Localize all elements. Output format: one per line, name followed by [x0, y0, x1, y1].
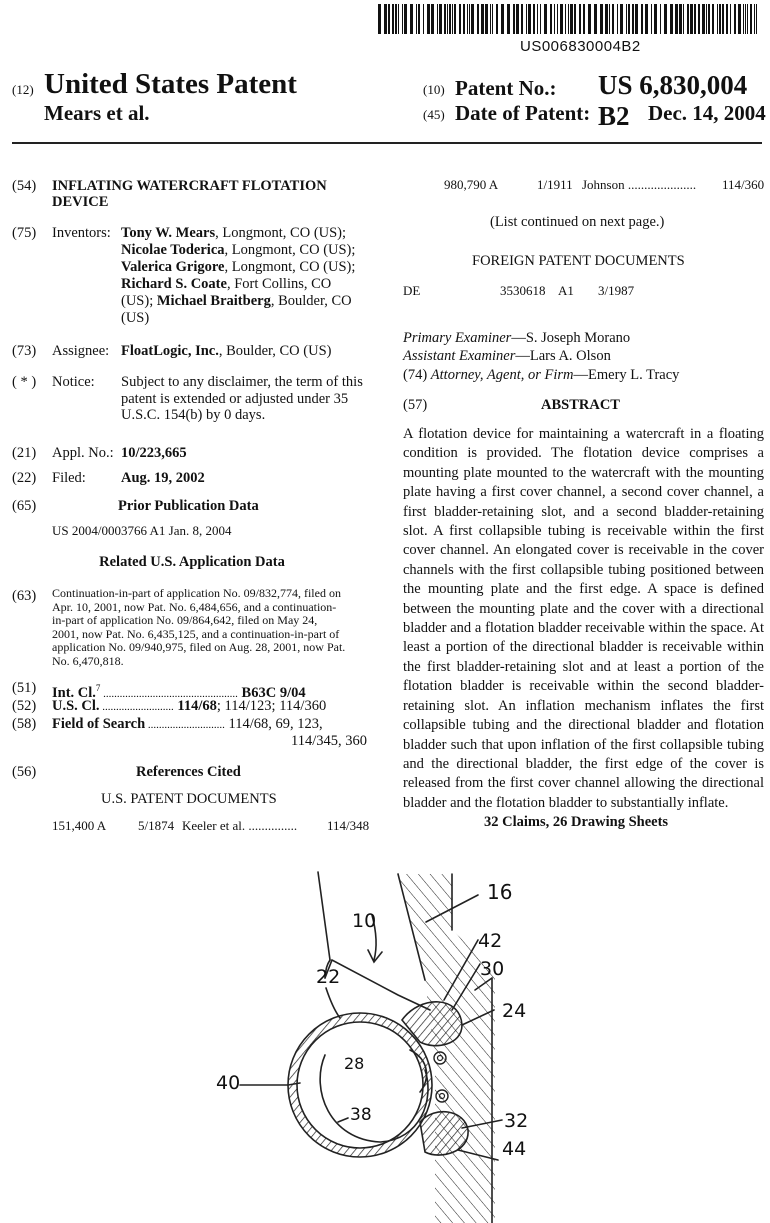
- notice-label: Notice:: [52, 374, 95, 390]
- primary-examiner: Primary Examiner—S. Joseph Morano: [403, 330, 631, 346]
- code-21: (21): [12, 445, 37, 461]
- barcode-bar: [754, 4, 755, 34]
- foreign-heading: FOREIGN PATENT DOCUMENTS: [472, 253, 685, 269]
- barcode-bar: [617, 4, 618, 34]
- inventor-line-6: (US): [121, 310, 150, 326]
- foreign-number: 3530618: [500, 283, 546, 298]
- barcode-bar: [526, 4, 527, 34]
- code-12: (12): [12, 82, 34, 97]
- barcode-bar: [469, 4, 470, 34]
- int-cl: Int. Cl.$^7$ ................................................. B63C 9/04: [52, 683, 306, 701]
- barcode-bar: [719, 4, 721, 34]
- inventors-label: Inventors:: [52, 225, 111, 241]
- barcode-bar: [395, 4, 397, 34]
- prior-publication-heading: Prior Publication Data: [118, 498, 259, 514]
- barcode-bar: [560, 4, 563, 34]
- barcode-bar: [574, 4, 576, 34]
- barcode-bar: [481, 4, 484, 34]
- barcode-bar: [554, 4, 555, 34]
- barcode-bar: [654, 4, 657, 34]
- barcode-bar: [521, 4, 523, 34]
- label-28: 28: [344, 1054, 365, 1073]
- header-rule: [12, 142, 762, 144]
- barcode-bar: [537, 4, 538, 34]
- references-heading: References Cited: [136, 764, 241, 780]
- barcode-bar: [756, 4, 757, 34]
- barcode-bar: [492, 4, 493, 34]
- code-56: (56): [12, 764, 37, 780]
- barcode-bar: [533, 4, 535, 34]
- barcode-bar: [734, 4, 736, 34]
- us-patent-documents-heading: U.S. PATENT DOCUMENTS: [101, 791, 277, 807]
- barcode-bar: [594, 4, 597, 34]
- barcode-bar: [404, 4, 407, 34]
- reference-date-2: 1/1911: [537, 177, 573, 192]
- label-22: 22: [316, 966, 341, 988]
- barcode-bar: [557, 4, 558, 34]
- barcode-bar: [683, 4, 684, 34]
- notice-line-3: U.S.C. 154(b) by 0 days.: [121, 407, 266, 423]
- barcode-bar: [641, 4, 643, 34]
- barcode-bar: [738, 4, 741, 34]
- label-42: 42: [478, 930, 503, 952]
- barcode-bar: [439, 4, 442, 34]
- barcode-bar: [687, 4, 689, 34]
- code-58: (58): [12, 716, 37, 732]
- barcode-bar: [609, 4, 610, 34]
- barcode-bar: [513, 4, 515, 34]
- barcode-bar: [568, 4, 569, 34]
- label-44: 44: [502, 1138, 527, 1160]
- barcode-bar: [726, 4, 728, 34]
- appl-no-label: Appl. No.:: [52, 445, 114, 461]
- barcode-bar: [712, 4, 714, 34]
- notice-line-2: patent is extended or adjusted under 35: [121, 391, 349, 407]
- barcode-bar: [679, 4, 682, 34]
- barcode-bar: [632, 4, 634, 34]
- barcode-bar: [743, 4, 744, 34]
- barcode-bar: [675, 4, 678, 34]
- reference-date: 5/1874: [138, 818, 175, 833]
- filed-date: Aug. 19, 2002: [121, 470, 205, 486]
- date-of-patent-label: Date of Patent:: [455, 101, 591, 125]
- field-of-search-line-2: 114/345, 360: [291, 733, 367, 749]
- barcode-bar: [694, 4, 696, 34]
- inventor-short: Mears et al.: [44, 101, 150, 125]
- barcode-bar: [717, 4, 718, 34]
- appl-no: 10/223,665: [121, 445, 187, 461]
- barcode-bar: [423, 4, 424, 34]
- label-38: 38: [350, 1105, 372, 1125]
- label-32: 32: [504, 1110, 529, 1132]
- barcode-bar: [698, 4, 700, 34]
- code-45: (45): [423, 107, 445, 122]
- assignee-label: Assignee:: [52, 343, 110, 359]
- inventor-line-1: Tony W. Mears, Longmont, CO (US);: [121, 225, 347, 241]
- barcode-bar: [378, 4, 381, 34]
- continuation-text: Continuation-in-part of application No. 09/832,774, filed on Apr. 10, 2001, now Pat. No. 6,484,656, and a continuation- in-part of application No. 09/864,642, filed on May 24, 2001, now Pat. No. 6,435,125, and a continuation-in-part of application No. 09/940,975, filed on Aug. 28, 2001, now Pat. No. 6,470,818.: [52, 586, 346, 668]
- patent-number: US 6,830,004 B2: [598, 70, 748, 131]
- document-type: United States Patent: [44, 68, 297, 100]
- title-line-2: DEVICE: [52, 194, 109, 210]
- barcode-bar: [730, 4, 731, 34]
- barcode-bar: [454, 4, 456, 34]
- barcode-bar: [628, 4, 630, 34]
- patent-drawing: [230, 860, 590, 1223]
- label-30: 30: [480, 958, 505, 980]
- assignee: FloatLogic, Inc., Boulder, CO (US): [121, 343, 332, 359]
- barcode-bar: [544, 4, 547, 34]
- barcode-bar: [496, 4, 498, 34]
- barcode-bar: [418, 4, 420, 34]
- code-73: (73): [12, 343, 37, 359]
- barcode-bar: [612, 4, 614, 34]
- barcode-bar: [690, 4, 693, 34]
- code-75: (75): [12, 225, 37, 241]
- field-of-search: Field of Search ............................ 114/68, 69, 123,: [52, 716, 323, 732]
- code-22: (22): [12, 470, 37, 486]
- barcode-bar: [706, 4, 707, 34]
- barcode-bar: [431, 4, 434, 34]
- barcode-bar: [437, 4, 438, 34]
- barcode-bar: [750, 4, 752, 34]
- barcode-bar: [550, 4, 552, 34]
- reference-row-2: 980,790 A: [444, 177, 499, 192]
- barcode-bar: [459, 4, 461, 34]
- barcode-bar: [507, 4, 510, 34]
- barcode-bar: [410, 4, 413, 34]
- abstract-heading: ABSTRACT: [541, 397, 620, 413]
- reference-row: 151,400 A: [52, 818, 107, 833]
- barcode-bar: [392, 4, 394, 34]
- inventor-line-3: Valerica Grigore, Longmont, CO (US);: [121, 259, 356, 275]
- barcode-bar: [427, 4, 430, 34]
- barcode-bar: [635, 4, 638, 34]
- barcode-bar: [708, 4, 710, 34]
- barcode-bar: [452, 4, 453, 34]
- filed-label: Filed:: [52, 470, 86, 486]
- label-40: 40: [216, 1072, 241, 1094]
- barcode-number: US006830004B2: [520, 38, 641, 55]
- code-52: (52): [12, 698, 37, 714]
- label-10: 10: [352, 910, 377, 932]
- code-54: (54): [12, 178, 37, 194]
- barcode-bar: [398, 4, 399, 34]
- related-heading: Related U.S. Application Data: [99, 554, 285, 570]
- inventor-line-2: Nicolae Toderica, Longmont, CO (US);: [121, 242, 356, 258]
- code-10: (10): [423, 82, 445, 97]
- foreign-date: 3/1987: [598, 283, 635, 298]
- barcode-bar: [660, 4, 661, 34]
- reference-class: 114/348: [327, 818, 370, 833]
- barcode-bar: [447, 4, 448, 34]
- label-16: 16: [487, 880, 513, 904]
- barcode-bar: [528, 4, 531, 34]
- barcode-bar: [745, 4, 746, 34]
- barcode-bar: [467, 4, 468, 34]
- code-57: (57): [403, 397, 428, 413]
- barcode-bar: [449, 4, 451, 34]
- foreign-country: DE: [403, 283, 421, 298]
- reference-name: Keeler et al. ...............: [182, 818, 298, 833]
- barcode: [378, 4, 760, 34]
- reference-name-2: Johnson .....................: [582, 177, 697, 192]
- barcode-bar: [416, 4, 417, 34]
- barcode-bar: [702, 4, 705, 34]
- code-65: (65): [12, 498, 37, 514]
- assistant-examiner: Assistant Examiner—Lars A. Olson: [403, 348, 611, 364]
- foreign-kind: A1: [558, 283, 574, 298]
- inventor-line-5: (US); Michael Braitberg, Boulder, CO: [121, 293, 352, 309]
- barcode-bar: [477, 4, 479, 34]
- barcode-bar: [600, 4, 603, 34]
- barcode-bar: [516, 4, 519, 34]
- barcode-bar: [664, 4, 667, 34]
- barcode-bar: [490, 4, 491, 34]
- barcode-bar: [651, 4, 652, 34]
- barcode-bar: [620, 4, 623, 34]
- list-continued: (List continued on next page.): [490, 214, 665, 230]
- barcode-bar: [570, 4, 573, 34]
- barcode-bar: [444, 4, 446, 34]
- barcode-bar: [645, 4, 648, 34]
- barcode-bar: [384, 4, 387, 34]
- title-line-1: INFLATING WATERCRAFT FLOTATION: [52, 178, 327, 194]
- reference-class-2: 114/360: [722, 177, 765, 192]
- barcode-bar: [626, 4, 627, 34]
- barcode-bar: [471, 4, 474, 34]
- barcode-bar: [565, 4, 566, 34]
- barcode-bar: [463, 4, 465, 34]
- barcode-bar: [402, 4, 403, 34]
- claims-summary: 32 Claims, 26 Drawing Sheets: [484, 814, 669, 830]
- date-of-patent: Dec. 14, 2004: [648, 101, 766, 125]
- abstract-text: A flotation device for maintaining a watercraft in a floating condition is provided. The flotation device comprises a mounting plate mounted to the watercraft with the mounting plate having a first cover channel, a second cover channel, a first bladder-retaining slot, and a second bladder-retaining slot. A first collapsible tubing is receivable within the first cover channel. An elongated cover is receivable in the cover channels with the first collapsible tubing positioned between the mounting plate and the first edge. A space is defined between the mounting plate and the cover with a directional bladder and a flotation bladder receivable within the space. At least a portion of the directional bladder is receivable within the first bladder-retaining slot and at least a portion of the flotation bladder is receivable within the second bladder-retaining slot. An inflation mechanism inflates the first collapsible tubing and the directional bladder and flotation bladder such that upon inflation of the first collapsible tubing and the directional bladder, the first edge of the cover is released from the first cover channel allowing the directional bladder and the flotation bladder to substantially inflate.: [403, 426, 764, 811]
- barcode-bar: [388, 4, 390, 34]
- code-notice: ( * ): [12, 374, 37, 390]
- barcode-bar: [747, 4, 748, 34]
- barcode-bar: [670, 4, 673, 34]
- prior-publication: US 2004/0003766 A1 Jan. 8, 2004: [52, 523, 232, 538]
- us-cl: U.S. Cl. .......................... 114/68; 114/123; 114/360: [52, 698, 327, 714]
- notice-line-1: Subject to any disclaimer, the term of this: [121, 374, 363, 390]
- barcode-bar: [722, 4, 724, 34]
- barcode-bar: [485, 4, 488, 34]
- barcode-bar: [579, 4, 581, 34]
- barcode-bar: [588, 4, 591, 34]
- label-24: 24: [502, 1000, 527, 1022]
- barcode-bar: [501, 4, 504, 34]
- inventor-line-4: Richard S. Coate, Fort Collins, CO: [121, 276, 332, 292]
- attorney: (74) Attorney, Agent, or Firm—Emery L. Tracy: [403, 367, 680, 383]
- code-63: (63): [12, 588, 37, 604]
- patent-number-label: Patent No.:: [455, 76, 557, 100]
- code-51: (51): [12, 680, 37, 696]
- barcode-bar: [583, 4, 585, 34]
- barcode-bar: [540, 4, 541, 34]
- barcode-bar: [605, 4, 608, 34]
